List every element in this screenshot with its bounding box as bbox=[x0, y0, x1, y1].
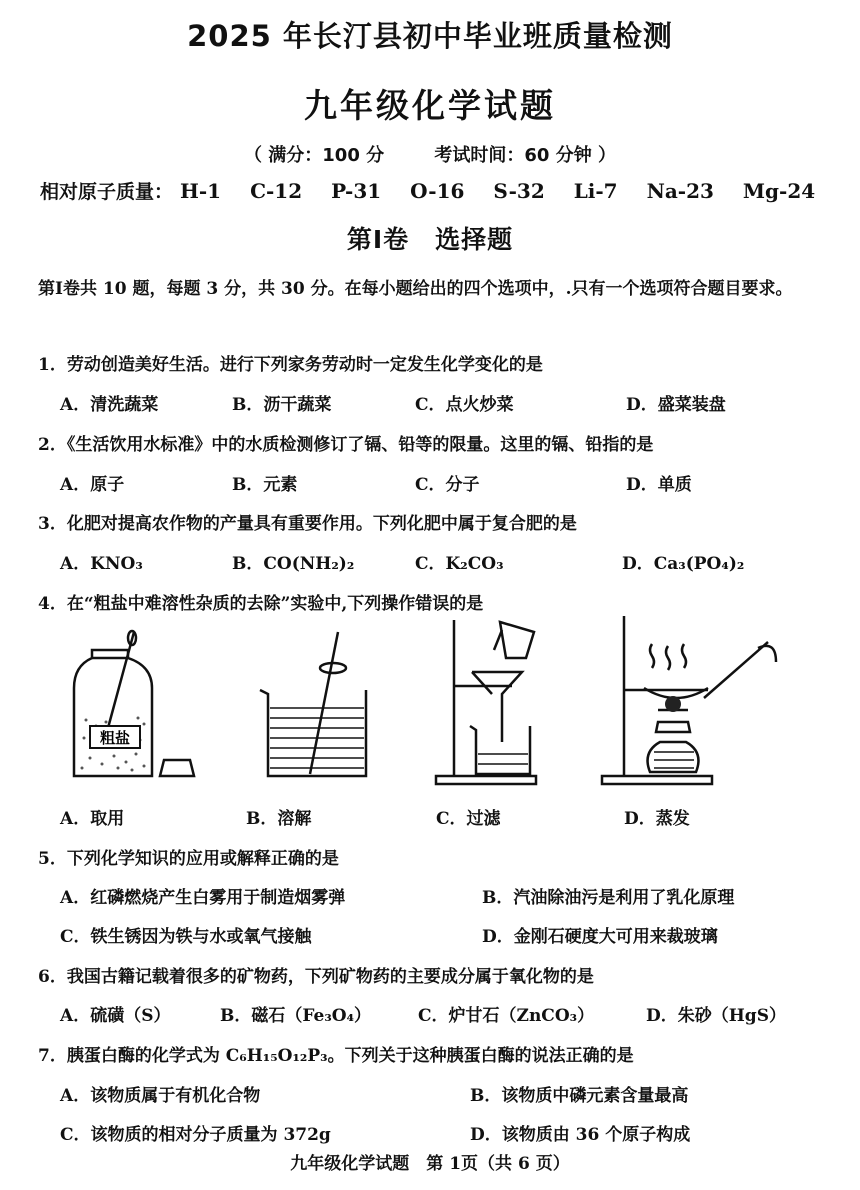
q4-option-c: C．过滤 bbox=[436, 809, 501, 829]
q6-option-d: D．朱砂（HgS） bbox=[646, 1006, 786, 1026]
q2-option-a: A．原子 bbox=[60, 475, 125, 495]
figure-take-salt bbox=[70, 628, 210, 788]
q1-option-d: D．盛菜装盘 bbox=[626, 395, 726, 415]
atomic-masses-label: 相对原子质量： bbox=[40, 181, 174, 203]
figure-dissolve bbox=[258, 628, 378, 788]
q3-option-d: D．Ca₃(PO₄)₂ bbox=[622, 554, 745, 574]
q1-option-c: C．点火炒菜 bbox=[415, 395, 514, 415]
q2-option-c: C．分子 bbox=[415, 475, 480, 495]
page-footer: 九年级化学试题 第 1页（共 6 页） bbox=[290, 1154, 570, 1174]
full-score: （ 满分：100 分 bbox=[244, 145, 385, 166]
q2-option-b: B．元素 bbox=[232, 475, 298, 495]
atomic-mass-item: C-12 bbox=[250, 179, 303, 203]
q3-option-b: B．CO(NH₂)₂ bbox=[232, 554, 355, 574]
q7-option-c: C．该物质的相对分子质量为 372g bbox=[60, 1125, 331, 1145]
q4-option-a: A．取用 bbox=[60, 809, 125, 829]
atomic-mass-item: O-16 bbox=[410, 179, 465, 203]
q7-option-d: D．该物质由 36 个原子构成 bbox=[470, 1125, 691, 1145]
score-time-line bbox=[0, 141, 860, 167]
q1-option-b: B．沥干蔬菜 bbox=[232, 395, 332, 415]
atomic-mass-item: H-1 bbox=[179, 179, 222, 203]
figure-evaporation bbox=[598, 612, 778, 792]
q4-option-b: B．溶解 bbox=[246, 809, 312, 829]
question-5-stem: 5．下列化学知识的应用或解释正确的是 bbox=[38, 849, 339, 869]
atomic-mass-item: P-31 bbox=[331, 179, 382, 203]
question-6-stem: 6．我国古籍记载着很多的矿物药，下列矿物药的主要成分属于氧化物的是 bbox=[38, 967, 594, 987]
atomic-mass-item: Mg-24 bbox=[742, 179, 816, 203]
q6-option-b: B．磁石（Fe₃O₄） bbox=[220, 1006, 372, 1026]
q5-option-b: B．汽油除油污是利用了乳化原理 bbox=[482, 888, 735, 908]
section-title: 第Ⅰ卷 选择题 bbox=[346, 225, 514, 254]
q5-option-d: D．金刚石硬度大可用来裁玻璃 bbox=[482, 927, 718, 947]
subject-title: 九年级化学试题 bbox=[304, 86, 556, 125]
q6-option-c: C．炉甘石（ZnCO₃） bbox=[418, 1006, 595, 1026]
atomic-mass-item: S-32 bbox=[493, 179, 545, 203]
question-7-stem: 7．胰蛋白酶的化学式为 C₆H₁₅O₁₂P₃。下列关于这种胰蛋白酶的说法正确的是 bbox=[38, 1046, 634, 1066]
bottle-stopper bbox=[160, 760, 194, 776]
q3-option-c: C．K₂CO₃ bbox=[415, 554, 504, 574]
exam-title: 2025 年长汀县初中毕业班质量检测 bbox=[187, 19, 673, 53]
question-2-stem: 2．《生活饮用水标准》中的水质检测修订了镉、铅等的限量。这里的镉、铅指的是 bbox=[38, 435, 654, 455]
question-1-stem: 1．劳动创造美好生活。进行下列家务劳动时一定发生化学变化的是 bbox=[38, 355, 543, 375]
question-3-stem: 3．化肥对提高农作物的产量具有重要作用。下列化肥中属于复合肥的是 bbox=[38, 514, 577, 534]
atomic-masses bbox=[40, 177, 837, 204]
atomic-mass-item: Li-7 bbox=[573, 179, 618, 203]
q3-option-a: A．KNO₃ bbox=[60, 554, 143, 574]
exam-time: 考试时间：60 分钟 ） bbox=[434, 145, 616, 166]
q5-option-c: C．铁生锈因为铁与水或氧气接触 bbox=[60, 927, 312, 947]
figure-filtration bbox=[432, 614, 552, 792]
q6-option-a: A．硫磺（S） bbox=[60, 1006, 171, 1026]
q7-option-b: B．该物质中磷元素含量最高 bbox=[470, 1086, 689, 1106]
q7-option-a: A．该物质属于有机化合物 bbox=[60, 1086, 261, 1106]
salt-label: 粗盐 bbox=[99, 729, 131, 747]
q2-option-d: D．单质 bbox=[626, 475, 692, 495]
question-4-stem: 4．在“粗盐中难溶性杂质的去除”实验中,下列操作错误的是 bbox=[38, 594, 484, 614]
q1-option-a: A．清洗蔬菜 bbox=[60, 395, 159, 415]
section-intro: 第Ⅰ卷共 10 题，每题 3 分，共 30 分。在每小题给出的四个选项中，.只有一个选项符合题目要求。 bbox=[38, 279, 793, 299]
q5-option-a: A．红磷燃烧产生白雾用于制造烟雾弹 bbox=[60, 888, 346, 908]
atomic-mass-item: Na-23 bbox=[646, 179, 714, 203]
q4-option-d: D．蒸发 bbox=[624, 809, 690, 829]
